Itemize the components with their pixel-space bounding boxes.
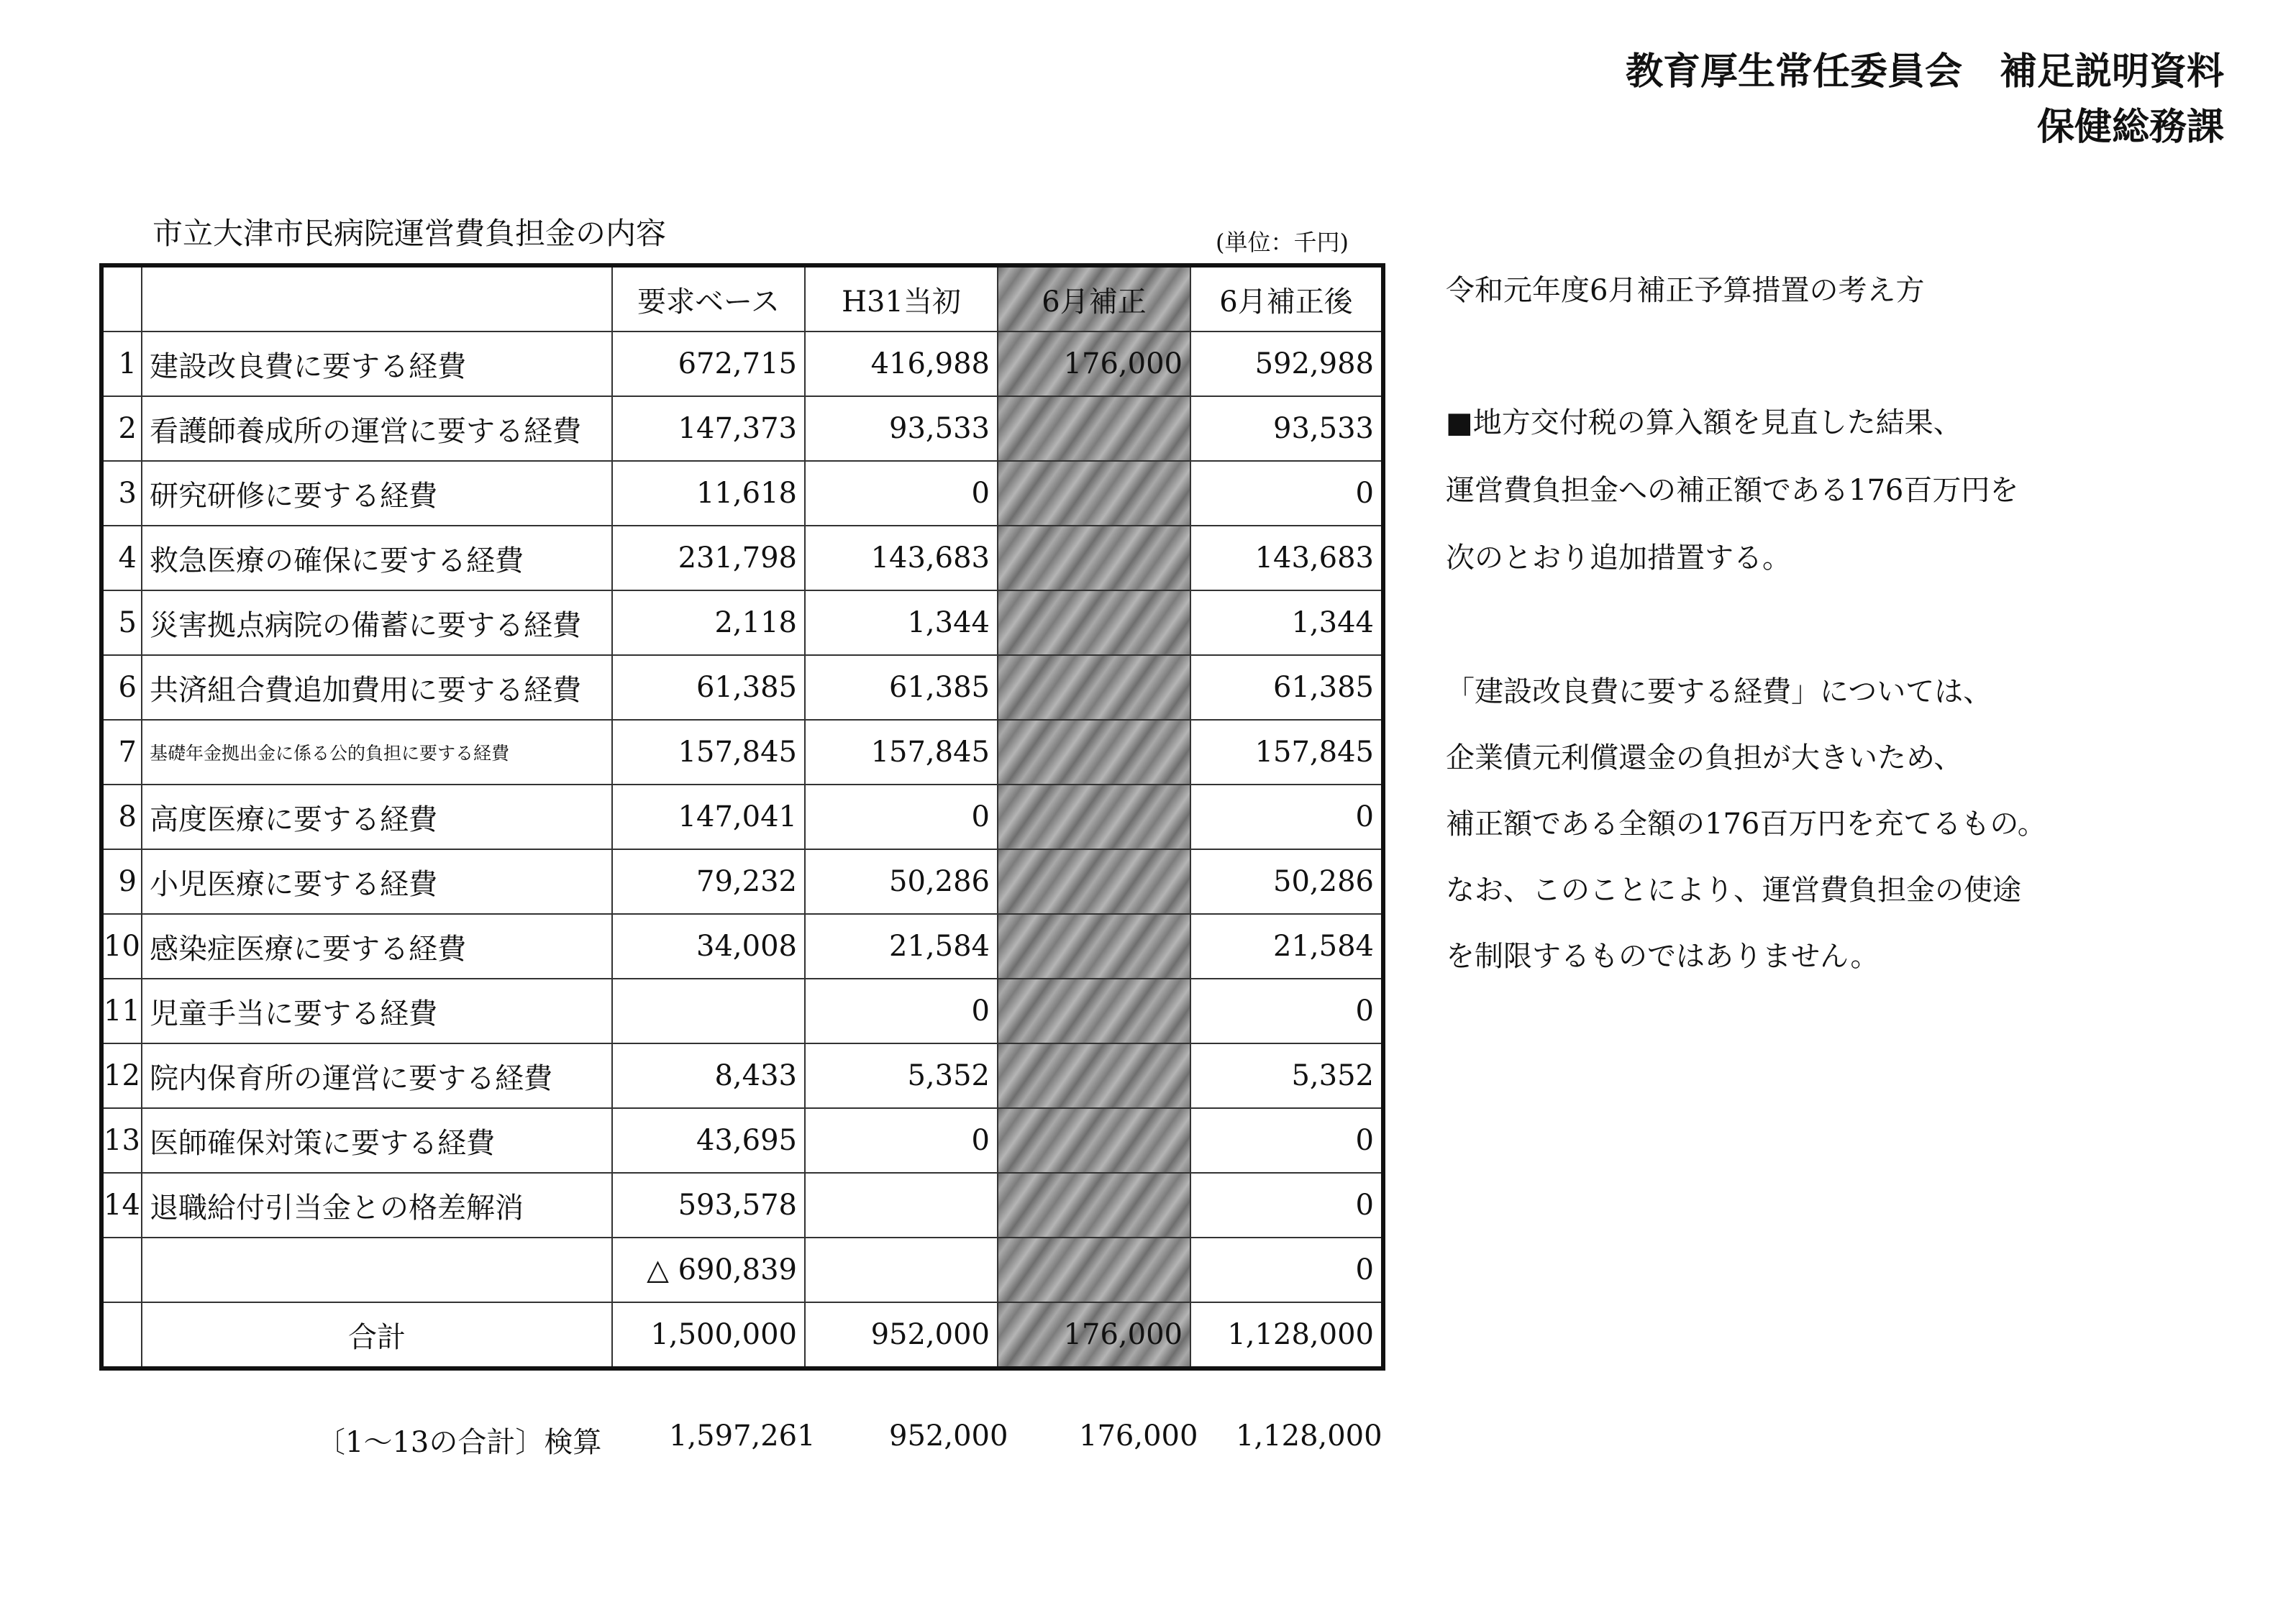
check-label: 〔1～13の合計〕検算	[316, 1426, 602, 1459]
row-item: 災害拠点病院の備蓄に要する経費	[142, 590, 612, 655]
row-june	[998, 655, 1190, 720]
total-no-cell	[101, 1302, 142, 1368]
total-june: 176,000	[998, 1302, 1190, 1368]
row-item: 研究研修に要する経費	[142, 461, 612, 526]
notes-para1-line3: 次のとおり追加措置する。	[1446, 541, 1791, 575]
row-number: 14	[101, 1173, 142, 1238]
row-number: 8	[101, 785, 142, 849]
row-number	[101, 1238, 142, 1302]
row-number: 9	[101, 849, 142, 914]
check-after: 1,128,000	[1236, 1419, 1382, 1453]
row-initial	[805, 1238, 998, 1302]
table-row	[101, 590, 1383, 655]
table-row	[101, 655, 1383, 720]
row-after: 0	[1190, 1173, 1383, 1238]
notes-para1-line1: ■地方交付税の算入額を見直した結果、	[1446, 406, 1962, 439]
row-after: 0	[1190, 1238, 1383, 1302]
row-item: 医師確保対策に要する経費	[142, 1108, 612, 1173]
table-row	[101, 461, 1383, 526]
total-row	[101, 1302, 1383, 1368]
budget-table	[99, 263, 1385, 1371]
column-header-request: 要求ベース	[612, 265, 805, 332]
unit-label: (単位：千円)	[1216, 229, 1349, 256]
notes-para2-line3: 補正額である全額の176百万円を充てるもの。	[1446, 808, 2046, 841]
notes-para2-line4: なお、このことにより、運営費負担金の使途	[1446, 874, 2021, 907]
row-initial: 50,286	[805, 849, 998, 914]
row-june	[998, 1043, 1190, 1108]
row-item: 感染症医療に要する経費	[142, 914, 612, 979]
row-item: 児童手当に要する経費	[142, 979, 612, 1043]
total-after: 1,128,000	[1190, 1302, 1383, 1368]
row-item: 院内保育所の運営に要する経費	[142, 1043, 612, 1108]
row-after: 0	[1190, 461, 1383, 526]
row-june	[998, 1173, 1190, 1238]
row-request: 2,118	[612, 590, 805, 655]
row-initial: 5,352	[805, 1043, 998, 1108]
row-number: 13	[101, 1108, 142, 1173]
row-june	[998, 1108, 1190, 1173]
row-request: 79,232	[612, 849, 805, 914]
row-request: 593,578	[612, 1173, 805, 1238]
row-after: 93,533	[1190, 396, 1383, 461]
row-number: 3	[101, 461, 142, 526]
notes-para2-line5: を制限するものではありません。	[1446, 940, 1880, 973]
row-item	[142, 1238, 612, 1302]
row-request: 8,433	[612, 1043, 805, 1108]
row-initial	[805, 1173, 998, 1238]
row-request: 43,695	[612, 1108, 805, 1173]
row-number: 11	[101, 979, 142, 1043]
row-june	[998, 396, 1190, 461]
row-initial: 1,344	[805, 590, 998, 655]
row-initial: 143,683	[805, 526, 998, 590]
notes-heading: 令和元年度6月補正予算措置の考え方	[1446, 274, 1925, 307]
row-initial: 0	[805, 461, 998, 526]
row-item: 退職給付引当金との格差解消	[142, 1173, 612, 1238]
row-number: 7	[101, 720, 142, 785]
row-item: 小児医療に要する経費	[142, 849, 612, 914]
check-request: 1,597,261	[669, 1419, 816, 1453]
row-june	[998, 979, 1190, 1043]
row-item: 建設改良費に要する経費	[142, 332, 612, 396]
check-june: 176,000	[1079, 1419, 1198, 1453]
row-initial: 0	[805, 979, 998, 1043]
row-after: 1,344	[1190, 590, 1383, 655]
table-row	[101, 1238, 1383, 1302]
header-item-cell	[142, 265, 612, 332]
table-row	[101, 979, 1383, 1043]
row-initial: 0	[805, 1108, 998, 1173]
table-row	[101, 1173, 1383, 1238]
row-number: 10	[101, 914, 142, 979]
row-number: 12	[101, 1043, 142, 1108]
row-after: 157,845	[1190, 720, 1383, 785]
row-request: 147,041	[612, 785, 805, 849]
table-row	[101, 849, 1383, 914]
notes-para2-line2: 企業債元利償還金の負担が大きいため、	[1446, 741, 1963, 774]
row-request: 157,845	[612, 720, 805, 785]
total-request: 1,500,000	[612, 1302, 805, 1368]
table-caption: 市立大津市民病院運営費負担金の内容	[152, 216, 667, 251]
row-after: 5,352	[1190, 1043, 1383, 1108]
row-june: 176,000	[998, 332, 1190, 396]
total-initial: 952,000	[805, 1302, 998, 1368]
row-number: 2	[101, 396, 142, 461]
row-initial: 0	[805, 785, 998, 849]
header-department: 保健総務課	[2036, 106, 2224, 149]
row-june	[998, 720, 1190, 785]
row-after: 0	[1190, 785, 1383, 849]
row-initial: 157,845	[805, 720, 998, 785]
row-after: 143,683	[1190, 526, 1383, 590]
row-june	[998, 1238, 1190, 1302]
notes-para2-line1: 「建設改良費に要する経費」については、	[1446, 675, 1992, 708]
row-initial: 416,988	[805, 332, 998, 396]
row-after: 21,584	[1190, 914, 1383, 979]
row-item: 基礎年金拠出金に係る公的負担に要する経費	[142, 720, 612, 785]
row-number: 6	[101, 655, 142, 720]
column-header-initial: H31当初	[805, 265, 998, 332]
row-after: 50,286	[1190, 849, 1383, 914]
row-request: 231,798	[612, 526, 805, 590]
row-initial: 93,533	[805, 396, 998, 461]
row-after: 0	[1190, 979, 1383, 1043]
row-number: 5	[101, 590, 142, 655]
row-june	[998, 914, 1190, 979]
header-no-cell	[101, 265, 142, 332]
table-row	[101, 720, 1383, 785]
table-row	[101, 914, 1383, 979]
row-initial: 21,584	[805, 914, 998, 979]
row-after: 0	[1190, 1108, 1383, 1173]
total-label: 合計	[142, 1302, 612, 1368]
row-after: 592,988	[1190, 332, 1383, 396]
row-request: 34,008	[612, 914, 805, 979]
row-request	[612, 979, 805, 1043]
row-item: 高度医療に要する経費	[142, 785, 612, 849]
row-request: 61,385	[612, 655, 805, 720]
table-header-row	[101, 265, 1383, 332]
row-june	[998, 590, 1190, 655]
table-row	[101, 1108, 1383, 1173]
table-body	[101, 332, 1383, 1302]
row-initial: 61,385	[805, 655, 998, 720]
row-number: 4	[101, 526, 142, 590]
header-title: 教育厚生常任委員会 補足説明資料	[1625, 50, 2224, 93]
table-row	[101, 785, 1383, 849]
row-request: 672,715	[612, 332, 805, 396]
check-initial: 952,000	[889, 1419, 1008, 1453]
table-row	[101, 526, 1383, 590]
row-request: 147,373	[612, 396, 805, 461]
row-request: 11,618	[612, 461, 805, 526]
row-number: 1	[101, 332, 142, 396]
row-june	[998, 785, 1190, 849]
table-row	[101, 1043, 1383, 1108]
notes-para1-line2: 運営費負担金への補正額である176百万円を	[1446, 474, 2019, 507]
table-row	[101, 332, 1383, 396]
row-after: 61,385	[1190, 655, 1383, 720]
row-item: 救急医療の確保に要する経費	[142, 526, 612, 590]
row-item: 共済組合費追加費用に要する経費	[142, 655, 612, 720]
row-june	[998, 849, 1190, 914]
table-row	[101, 396, 1383, 461]
row-request: △ 690,839	[612, 1238, 805, 1302]
row-item: 看護師養成所の運営に要する経費	[142, 396, 612, 461]
row-june	[998, 461, 1190, 526]
column-header-june: 6月補正	[998, 265, 1190, 332]
row-june	[998, 526, 1190, 590]
column-header-after: 6月補正後	[1190, 265, 1383, 332]
